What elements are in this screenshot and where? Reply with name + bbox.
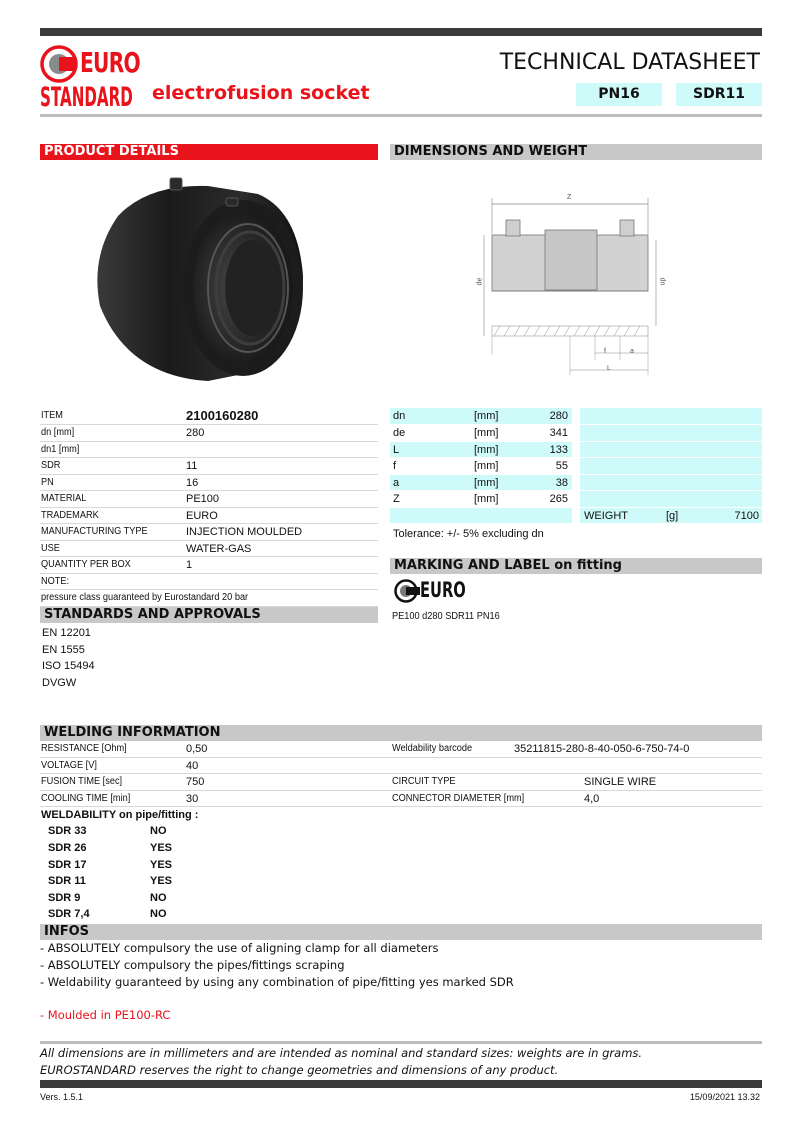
product-note-text-row <box>40 590 378 607</box>
footer-date: 15/09/2021 13.32 <box>689 1092 760 1102</box>
extra-row-2 <box>580 425 762 442</box>
item-value: 2100160280 <box>186 408 259 423</box>
extra-row-4 <box>580 458 762 475</box>
sdr-value: YES <box>150 842 173 854</box>
top-bar <box>40 28 762 36</box>
standard-item: EN 12201 <box>42 627 91 639</box>
logo-standard-text: STANDARD <box>40 82 133 113</box>
marking-logo-text: EURO <box>420 578 466 602</box>
drawing-label-f: f <box>604 348 606 355</box>
weight-unit: [g] <box>666 509 679 522</box>
product-note-row <box>40 574 378 591</box>
info-line: - ABSOLUTELY compulsory the use of aligning clamp for all diameters <box>40 941 439 955</box>
drawing-label-dn: dn <box>658 277 666 286</box>
pn-badge: PN16 <box>576 83 662 106</box>
sdr-value: NO <box>150 892 167 904</box>
standard-item: DVGW <box>42 676 77 689</box>
dim-row-f: f [mm] 55 <box>390 458 572 475</box>
dim-row-dn: dn [mm] 280 <box>390 408 572 425</box>
sdr-value: NO <box>150 908 167 920</box>
drawing-label-z: Z <box>567 194 572 201</box>
footer-version: Vers. 1.5.1 <box>40 1092 84 1102</box>
footer-disclaimer-2: EUROSTANDARD reserves the right to change geometries and dimensions of any product. <box>40 1063 559 1077</box>
standard-item: EN 1555 <box>42 643 85 656</box>
welding-row-resistance: RESISTANCE [Ohm] 0,50 Weldability barcode 35211815-280-8-40-050-6-750-74-0 <box>40 741 762 758</box>
footer-separator <box>40 1041 762 1044</box>
product-row-dn1: dn1 [mm] <box>40 442 378 459</box>
welding-row-cooling: COOLING TIME [min] 30 CONNECTOR DIAMETER [mm] 4,0 <box>40 791 762 808</box>
footer-disclaimer-1: All dimensions are in millimeters and are intended as nominal and standard sizes: weights are in grams. <box>40 1046 643 1060</box>
extra-row-3 <box>580 442 762 459</box>
product-row-pn: PN 16 <box>40 475 378 492</box>
dim-row-empty <box>390 508 572 525</box>
product-row-dn: dn [mm] 280 <box>40 425 378 442</box>
product-row-trademark: TRADEMARK EURO <box>40 508 378 525</box>
doc-title: TECHNICAL DATASHEET <box>499 50 760 75</box>
extra-row-5 <box>580 475 762 492</box>
drawing-label-l: L <box>607 365 611 372</box>
item-label: ITEM <box>41 410 63 421</box>
weldability-title: WELDABILITY on pipe/fitting : <box>41 809 199 821</box>
section-marking: MARKING AND LABEL on fitting <box>390 558 762 574</box>
sdr-label: SDR 33 <box>48 825 87 837</box>
sdr-badge: SDR11 <box>676 83 762 106</box>
weight-label: WEIGHT <box>584 509 628 522</box>
product-row-quantity: QUANTITY PER BOX 1 <box>40 557 378 574</box>
product-row-sdr: SDR 11 <box>40 458 378 475</box>
welding-row-fusion: FUSION TIME [sec] 750 CIRCUIT TYPE SINGLE WIRE <box>40 774 762 791</box>
drawing-label-de: de <box>476 277 484 286</box>
section-standards: STANDARDS AND APPROVALS <box>40 607 378 623</box>
info-line: - ABSOLUTELY compulsory the pipes/fittings scraping <box>40 958 345 972</box>
weight-value: 7100 <box>734 509 759 522</box>
product-row-manufacturing: MANUFACTURING TYPE INJECTION MOULDED <box>40 524 378 541</box>
product-image <box>88 176 318 386</box>
section-product-details: PRODUCT DETAILS <box>40 144 378 160</box>
note-label: NOTE: <box>41 575 70 587</box>
sdr-value: YES <box>150 859 173 871</box>
sdr-label: SDR 11 <box>48 875 86 887</box>
section-infos: INFOS <box>40 924 762 940</box>
extra-row-6 <box>580 491 762 508</box>
weight-row <box>580 508 762 525</box>
dim-row-z: Z [mm] 265 <box>390 491 572 508</box>
welding-row-voltage: VOLTAGE [V] 40 <box>40 758 762 775</box>
product-item-row <box>40 408 378 425</box>
note-text: pressure class guaranteed by Eurostandard 20 bar <box>41 592 249 603</box>
sdr-value: NO <box>150 825 167 837</box>
section-welding: WELDING INFORMATION <box>40 725 762 741</box>
sdr-value: YES <box>150 875 173 887</box>
tolerance-note: Tolerance: +/- 5% excluding dn <box>393 528 544 540</box>
logo-euro-text: EURO <box>80 46 140 79</box>
dim-row-de: de [mm] 341 <box>390 425 572 442</box>
marking-label-text: PE100 d280 SDR11 PN16 <box>392 611 500 622</box>
product-row-use: USE WATER-GAS <box>40 541 378 558</box>
info-red-line: - Moulded in PE100-RC <box>40 1008 171 1022</box>
marking-logo <box>394 578 474 604</box>
sdr-label: SDR 7,4 <box>48 908 90 920</box>
sdr-label: SDR 9 <box>48 892 81 904</box>
drawing-label-a: a <box>630 348 634 355</box>
header-separator <box>40 114 762 117</box>
eurostandard-logo <box>40 44 140 114</box>
standard-item: ISO 15494 <box>42 660 95 672</box>
footer-bar <box>40 1080 762 1088</box>
product-row-material: MATERIAL PE100 <box>40 491 378 508</box>
dim-row-l: L [mm] 133 <box>390 442 572 459</box>
weldability-title-row <box>40 807 762 824</box>
dim-row-a: a [mm] 38 <box>390 475 572 492</box>
extra-row-1 <box>580 408 762 425</box>
sdr-label: SDR 17 <box>48 859 87 871</box>
technical-drawing <box>470 190 670 380</box>
info-line: - Weldability guaranteed by using any combination of pipe/fitting yes marked SDR <box>40 975 514 989</box>
sdr-label: SDR 26 <box>48 842 87 854</box>
section-dimensions-weight: DIMENSIONS AND WEIGHT <box>390 144 762 160</box>
product-name: electrofusion socket <box>152 82 370 104</box>
